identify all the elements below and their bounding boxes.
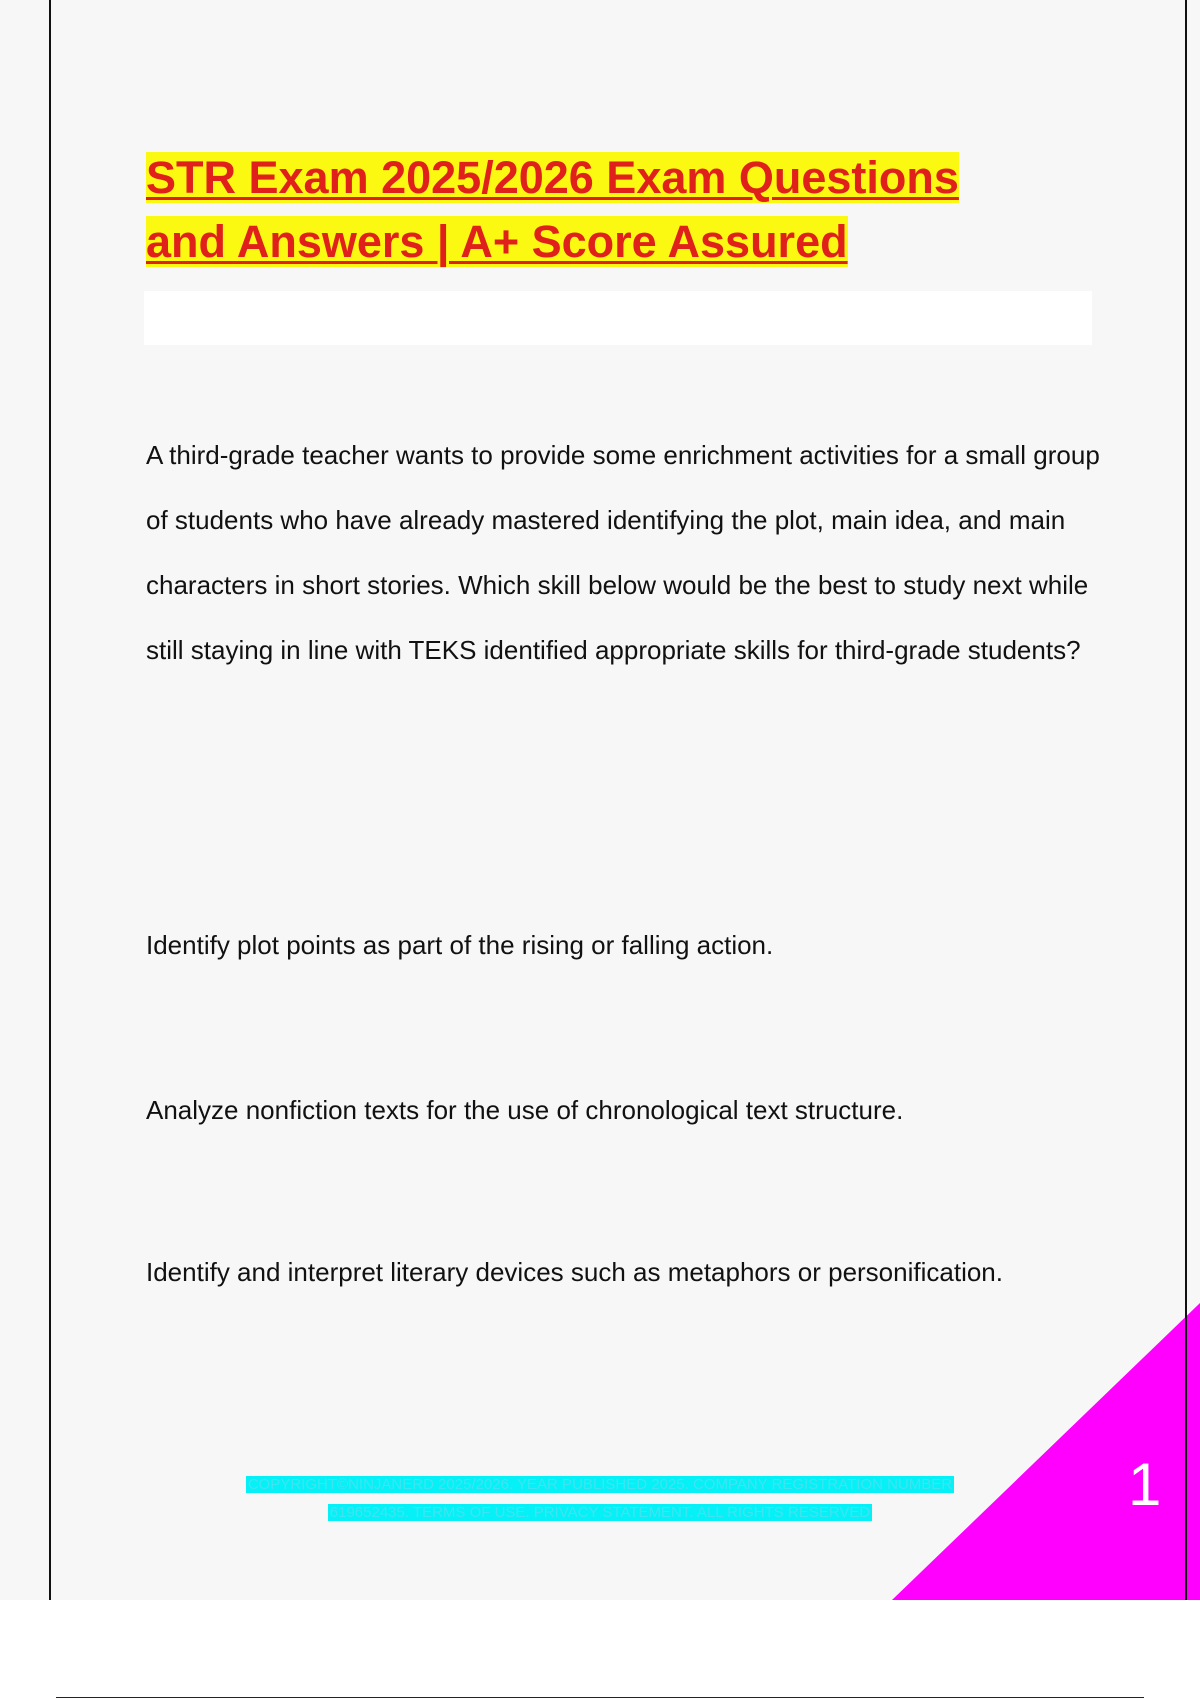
copyright-text-2: 619652435. TERMS OF USE. PRIVACY STATEMENT. ALL RIGHTS RESERVED	[329, 1504, 871, 1521]
title-line-2: and Answers | A+ Score Assured	[146, 216, 848, 267]
bottom-divider	[56, 1697, 1144, 1698]
question-text: A third-grade teacher wants to provide some enrichment activities for a small group of students who have already mastered identifying the plot, main idea, and main characters in short stories. Which skill below would be the best to study next while still staying in line with TEKS identified appropriate skills for third-grade students?	[146, 440, 1100, 665]
page-right-border	[1185, 0, 1187, 1600]
title-line-1: STR Exam 2025/2026 Exam Questions	[146, 152, 959, 203]
answer-option-2: Analyze nonfiction texts for the use of chronological text structure.	[146, 1095, 904, 1125]
copyright-text-1: COPYRIGHT©NINJANERD 2025/2026. YEAR PUBLISHED 2025. COMPANY REGISTRATION NUMBER	[247, 1476, 953, 1493]
answer-option-3: Identify and interpret literary devices such as metaphors or personification.	[146, 1257, 1003, 1287]
page-number: 1	[1128, 1451, 1162, 1518]
answer-option-1: Identify plot points as part of the rising or falling action.	[146, 930, 774, 960]
